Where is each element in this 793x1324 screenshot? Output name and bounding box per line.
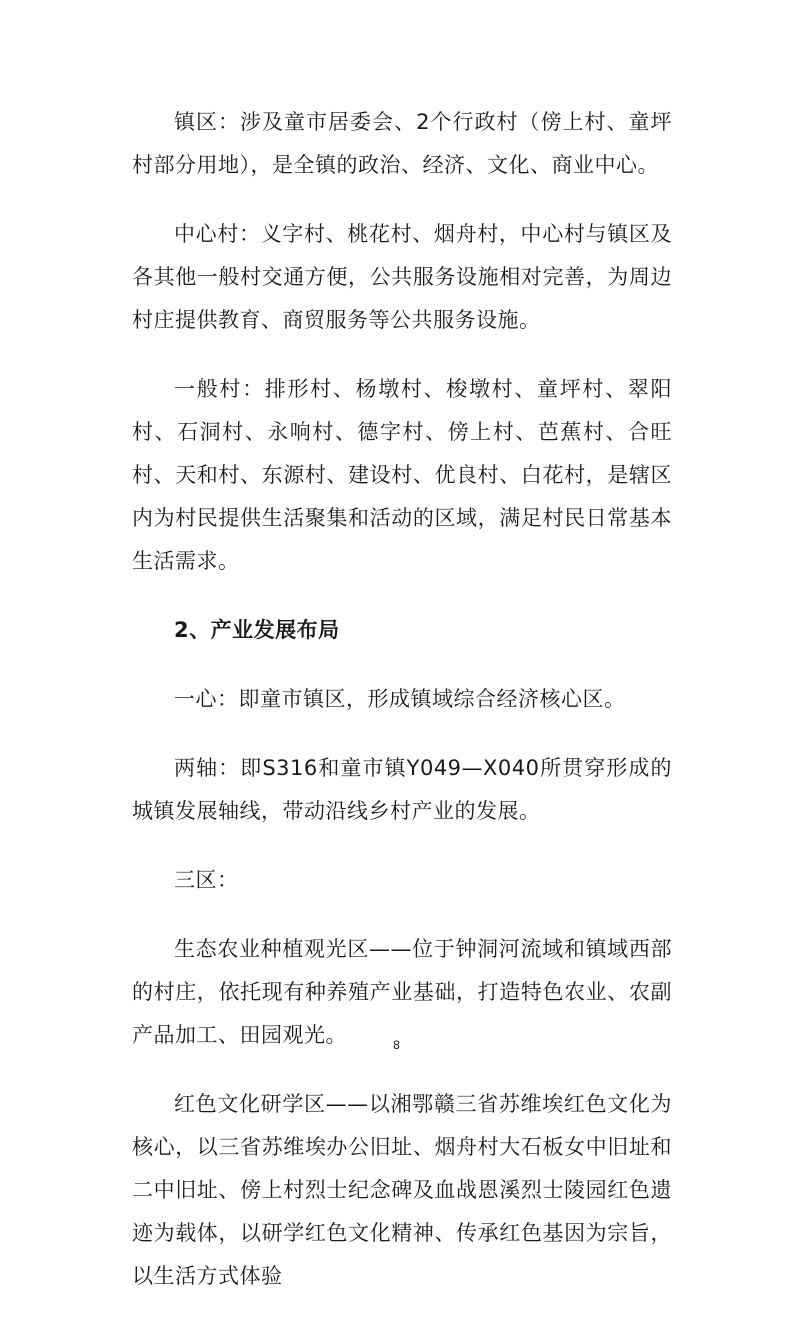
paragraph-one-core: 一心：即童市镇区，形成镇域综合经济核心区。 <box>174 687 626 711</box>
section-heading-industry-layout: 2、产业发展布局 <box>174 618 340 642</box>
paragraph-eco-agriculture-zone: 生态农业种植观光区——位于钟洞河流域和镇域西部的村庄，依托现有种养殖产业基础，打造特色农业、农副产品加工、田园观光。 <box>132 937 672 1047</box>
paragraph-red-culture-zone: 红色文化研学区——以湘鄂赣三省苏维埃红色文化为核心，以三省苏维埃办公旧址、烟舟村大石板女中旧址和二中旧址、傍上村烈士纪念碑及血战恩溪烈士陵园红色遗迹为载体，以研学红色文化精神、传承红色基因为宗旨，以生活方式体验 <box>132 1092 672 1288</box>
paragraph-town-area: 镇区：涉及童市居委会、2个行政村（傍上村、童坪村部分用地），是全镇的政治、经济、文化、商业中心。 <box>132 110 672 177</box>
document-body <box>132 101 672 1324</box>
page-number: 8 <box>393 1038 400 1052</box>
paragraph-three-zones: 三区： <box>174 868 239 892</box>
paragraph-two-axes: 两轴：即S316和童市镇Y049—X040所贯穿形成的城镇发展轴线，带动沿线乡村产业的发展。 <box>132 756 672 823</box>
paragraph-general-villages: 一般村：排形村、杨墩村、梭墩村、童坪村、翠阳村、石洞村、永响村、德字村、傍上村、芭蕉村、合旺村、天和村、东源村、建设村、优良村、白花村，是辖区内为村民提供生活聚集和活动的区域，满足村民日常基本生活需求。 <box>132 377 672 573</box>
paragraph-central-villages: 中心村：义字村、桃花村、烟舟村，中心村与镇区及各其他一般村交通方便，公共服务设施相对完善，为周边村庄提供教育、商贸服务等公共服务设施。 <box>132 222 672 332</box>
